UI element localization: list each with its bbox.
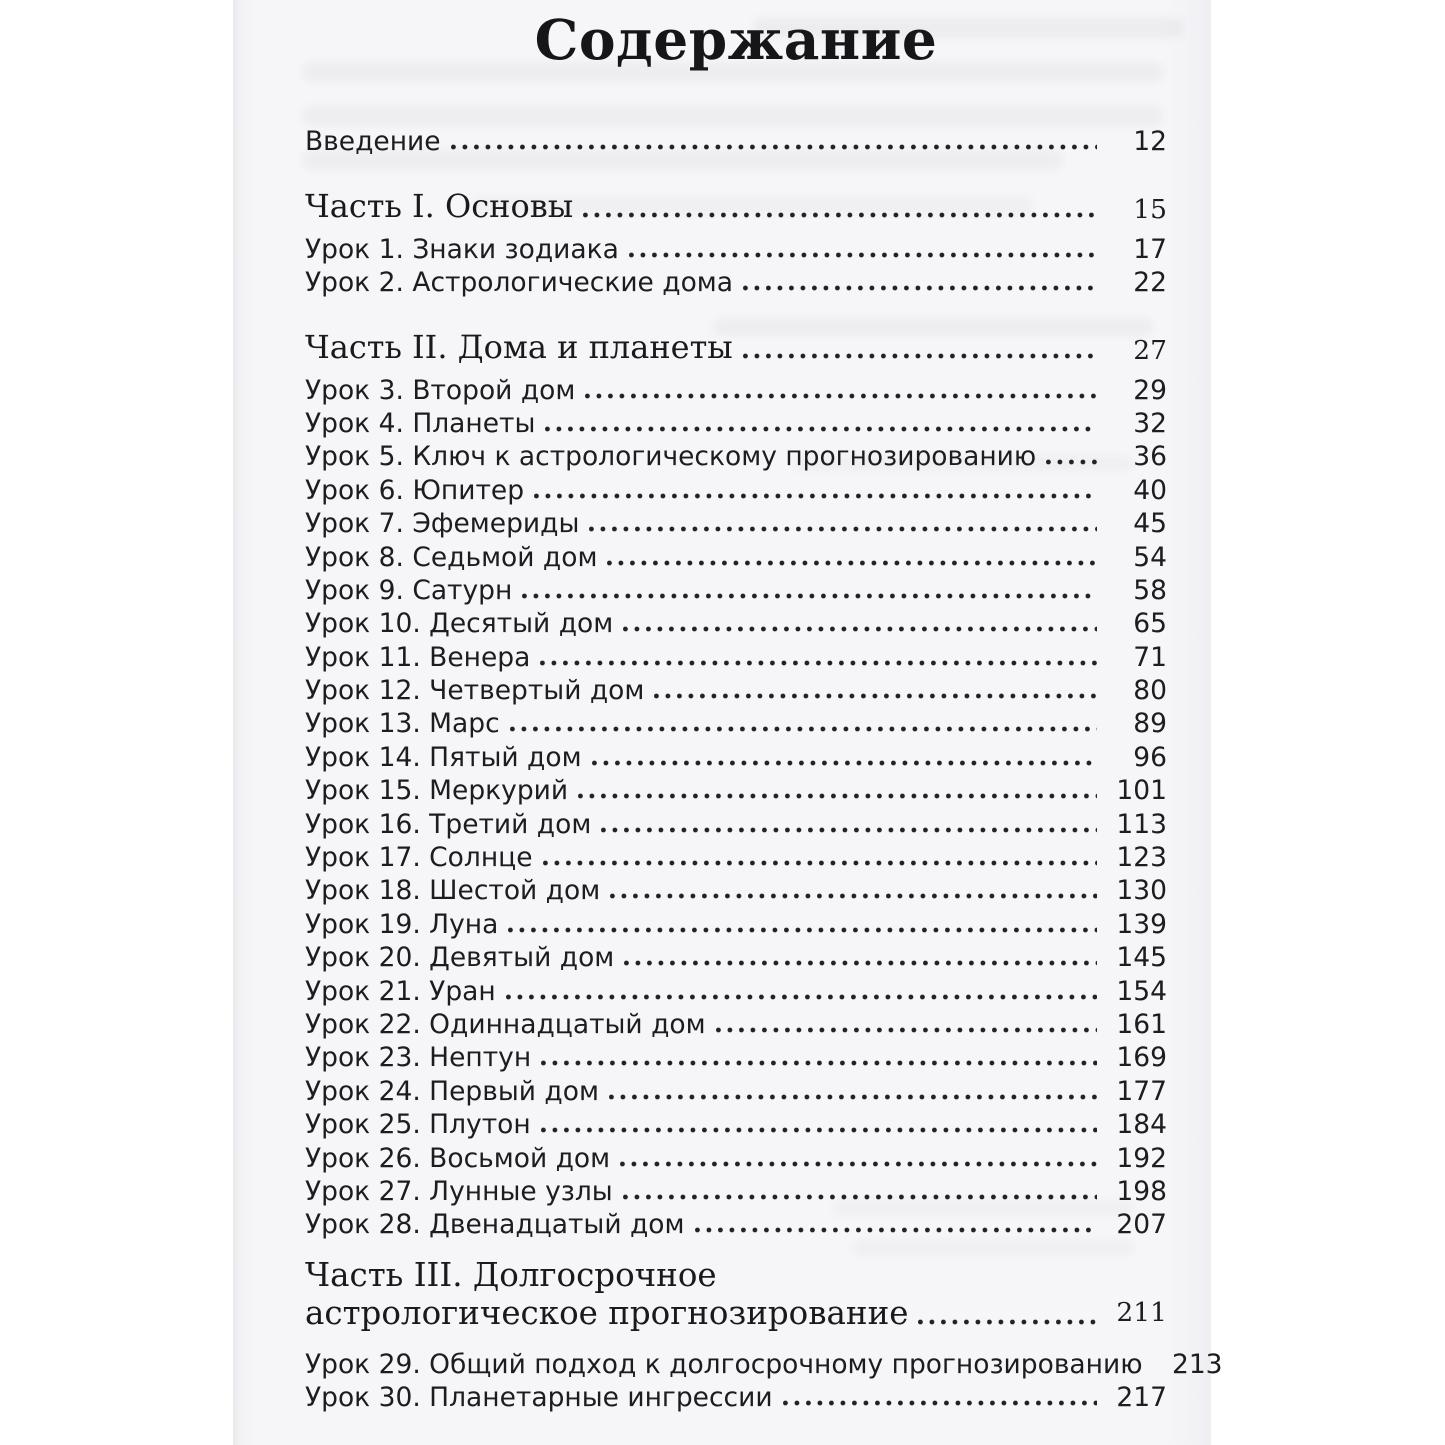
toc-entry	[305, 326, 1167, 366]
toc-entry	[305, 372, 1167, 405]
toc-entry-label: Урок 14. Пятый дом	[305, 741, 582, 773]
toc-entry	[305, 472, 1167, 505]
toc-entry	[305, 840, 1167, 873]
toc-entry-label: Урок 30. Планетарные ингрессии	[305, 1382, 773, 1414]
toc-entry-page: 101	[1116, 775, 1167, 807]
toc-entry-page: 89	[1133, 708, 1167, 740]
toc-entry	[305, 1007, 1167, 1040]
dot-leader	[545, 425, 1097, 433]
dot-leader	[540, 659, 1097, 667]
toc-entry-row	[305, 1294, 1167, 1332]
toc-entry	[305, 806, 1167, 839]
toc-entry-page: 113	[1116, 808, 1167, 840]
toc-entry-label: Урок 26. Восьмой дом	[305, 1142, 611, 1174]
dot-leader	[451, 143, 1097, 151]
toc-entry-page: 40	[1133, 474, 1167, 506]
dot-leader	[585, 392, 1097, 400]
toc-entry	[305, 1040, 1167, 1073]
toc-entry-label: Урок 9. Сатурн	[305, 574, 513, 606]
toc-entry-page: 123	[1116, 842, 1167, 874]
toc-entry-page: 32	[1133, 407, 1167, 439]
dot-leader	[695, 1226, 1097, 1234]
toc-entry-label: Урок 11. Венера	[305, 641, 531, 673]
toc-entry-label: Урок 21. Уран	[305, 975, 496, 1007]
toc-entry-page: 29	[1133, 374, 1167, 406]
toc-entry-label: Введение	[305, 126, 441, 158]
toc-entry-page: 154	[1116, 975, 1167, 1007]
toc-entry	[305, 539, 1167, 572]
toc-entry-label: Урок 12. Четвертый дом	[305, 675, 645, 707]
toc-entry	[305, 573, 1167, 606]
dot-leader	[918, 1318, 1097, 1326]
toc-part-heading	[305, 1256, 1167, 1332]
toc-entry	[305, 265, 1167, 298]
toc-entry	[305, 940, 1167, 973]
dot-leader	[623, 1193, 1097, 1201]
toc-entry-page: 96	[1133, 741, 1167, 773]
toc-entry-label: Урок 29. Общий подход к долгосрочному прогнозированию	[305, 1348, 1143, 1380]
toc-entry-label: Урок 25. Плутон	[305, 1109, 531, 1141]
toc-entry-label: Урок 2. Астрологические дома	[305, 267, 734, 299]
toc-entry-label: Урок 8. Седьмой дом	[305, 541, 598, 573]
toc-entry-label: Часть II. Дома и планеты	[305, 328, 733, 367]
toc-entry-label: Урок 20. Девятый дом	[305, 942, 615, 974]
dot-leader	[1046, 458, 1097, 466]
toc-entry-label: Урок 16. Третий дом	[305, 808, 592, 840]
toc-entry-page: 192	[1116, 1142, 1167, 1174]
toc-entry	[305, 231, 1167, 264]
toc-entry	[305, 439, 1167, 472]
toc-entry	[305, 673, 1167, 706]
toc-entry-page: 161	[1116, 1008, 1167, 1040]
toc-entry-label: Урок 23. Нептун	[305, 1042, 532, 1074]
dot-leader	[629, 251, 1097, 259]
toc-entry-page: 22	[1133, 267, 1167, 299]
toc-entry-page: 15	[1133, 194, 1167, 226]
toc-entry-page: 58	[1133, 574, 1167, 606]
dot-leader	[607, 559, 1097, 567]
toc-entry-label: Урок 5. Ключ к астрологическому прогнозированию	[305, 441, 1037, 473]
toc-entry	[305, 639, 1167, 672]
dot-leader	[578, 792, 1097, 800]
toc-entry	[305, 124, 1167, 157]
dot-leader	[510, 725, 1097, 733]
toc-entry-page: 130	[1116, 875, 1167, 907]
toc-entry-page: 45	[1133, 508, 1167, 540]
toc-entry	[305, 1346, 1223, 1380]
toc-entry	[305, 606, 1167, 639]
dot-leader	[620, 1160, 1097, 1168]
toc-entry-label: Урок 28. Двенадцатый дом	[305, 1209, 685, 1241]
toc-list	[305, 124, 1223, 1414]
toc-entry-label: Урок 4. Планеты	[305, 407, 536, 439]
toc-entry-label: Урок 7. Эфемериды	[305, 508, 580, 540]
dot-leader	[508, 926, 1097, 934]
dot-leader	[716, 1026, 1097, 1034]
toc-entry-page: 17	[1133, 233, 1167, 265]
toc-entry	[305, 506, 1167, 539]
dot-leader	[534, 492, 1097, 500]
toc-entry-label: Урок 3. Второй дом	[305, 374, 576, 406]
toc-entry	[305, 739, 1167, 772]
toc-entry-page: 80	[1133, 675, 1167, 707]
toc-entry	[305, 1380, 1167, 1413]
page-content	[305, 0, 1223, 1414]
toc-entry-label: Урок 10. Десятый дом	[305, 608, 614, 640]
dot-leader	[624, 959, 1097, 967]
dot-leader	[609, 1093, 1097, 1101]
toc-entry	[305, 706, 1167, 739]
toc-entry-page: 198	[1116, 1175, 1167, 1207]
toc-entry-page: 169	[1116, 1042, 1167, 1074]
toc-entry-label: Урок 17. Солнце	[305, 842, 533, 874]
dot-leader	[543, 859, 1097, 867]
toc-entry	[305, 1107, 1167, 1140]
toc-entry-label: Часть III. Долгосрочное	[305, 1256, 717, 1295]
toc-entry-label: Урок 6. Юпитер	[305, 474, 525, 506]
toc-entry-page: 71	[1133, 641, 1167, 673]
toc-entry-label: Урок 15. Меркурий	[305, 775, 569, 807]
toc-entry	[305, 873, 1167, 906]
toc-entry	[305, 185, 1167, 225]
toc-entry-label: Урок 13. Марс	[305, 708, 500, 740]
book-page	[233, 0, 1223, 1445]
toc-entry-page: 36	[1133, 441, 1167, 473]
toc-entry-page: 177	[1116, 1075, 1167, 1107]
dot-leader	[583, 211, 1097, 219]
toc-entry-label: Урок 24. Первый дом	[305, 1075, 599, 1107]
toc-entry-label: Урок 18. Шестой дом	[305, 875, 601, 907]
toc-entry-page: 12	[1133, 126, 1167, 158]
toc-entry-label: астрологическое прогнозирование	[305, 1294, 909, 1333]
dot-leader	[506, 993, 1097, 1001]
dot-leader	[623, 625, 1097, 633]
toc-entry-label: Урок 22. Одиннадцатый дом	[305, 1008, 706, 1040]
dot-leader	[783, 1399, 1097, 1407]
dot-leader	[610, 892, 1097, 900]
toc-entry-label: Часть I. Основы	[305, 187, 574, 226]
toc-entry	[305, 1207, 1167, 1240]
toc-entry	[305, 406, 1167, 439]
toc-entry-page: 217	[1116, 1382, 1167, 1414]
dot-leader	[743, 284, 1097, 292]
toc-entry-page: 65	[1133, 608, 1167, 640]
toc-entry	[305, 773, 1167, 806]
toc-entry-page: 211	[1116, 1297, 1167, 1329]
toc-entry-page: 27	[1133, 335, 1167, 367]
toc-entry-page: 184	[1116, 1109, 1167, 1141]
toc-entry-page: 213	[1171, 1348, 1223, 1380]
toc-entry-label: Урок 27. Лунные узлы	[305, 1175, 613, 1207]
toc-entry-page: 54	[1133, 541, 1167, 573]
dot-leader	[654, 692, 1097, 700]
toc-entry-label: Урок 1. Знаки зодиака	[305, 233, 619, 265]
toc-entry	[305, 1140, 1167, 1173]
dot-leader	[589, 525, 1097, 533]
dot-leader	[601, 826, 1097, 834]
toc-entry	[305, 906, 1167, 939]
page-title: Содержание	[534, 7, 938, 72]
toc-entry	[305, 1073, 1167, 1106]
dot-leader	[743, 352, 1097, 360]
toc-entry-page: 207	[1116, 1209, 1167, 1241]
dot-leader	[541, 1059, 1097, 1067]
dot-leader	[541, 1126, 1097, 1134]
toc-entry	[305, 973, 1167, 1006]
dot-leader	[522, 592, 1097, 600]
toc-entry	[305, 1174, 1167, 1207]
toc-entry-page: 139	[1116, 908, 1167, 940]
toc-entry-page: 145	[1116, 942, 1167, 974]
toc-entry-label: Урок 19. Луна	[305, 908, 499, 940]
dot-leader	[592, 759, 1097, 767]
